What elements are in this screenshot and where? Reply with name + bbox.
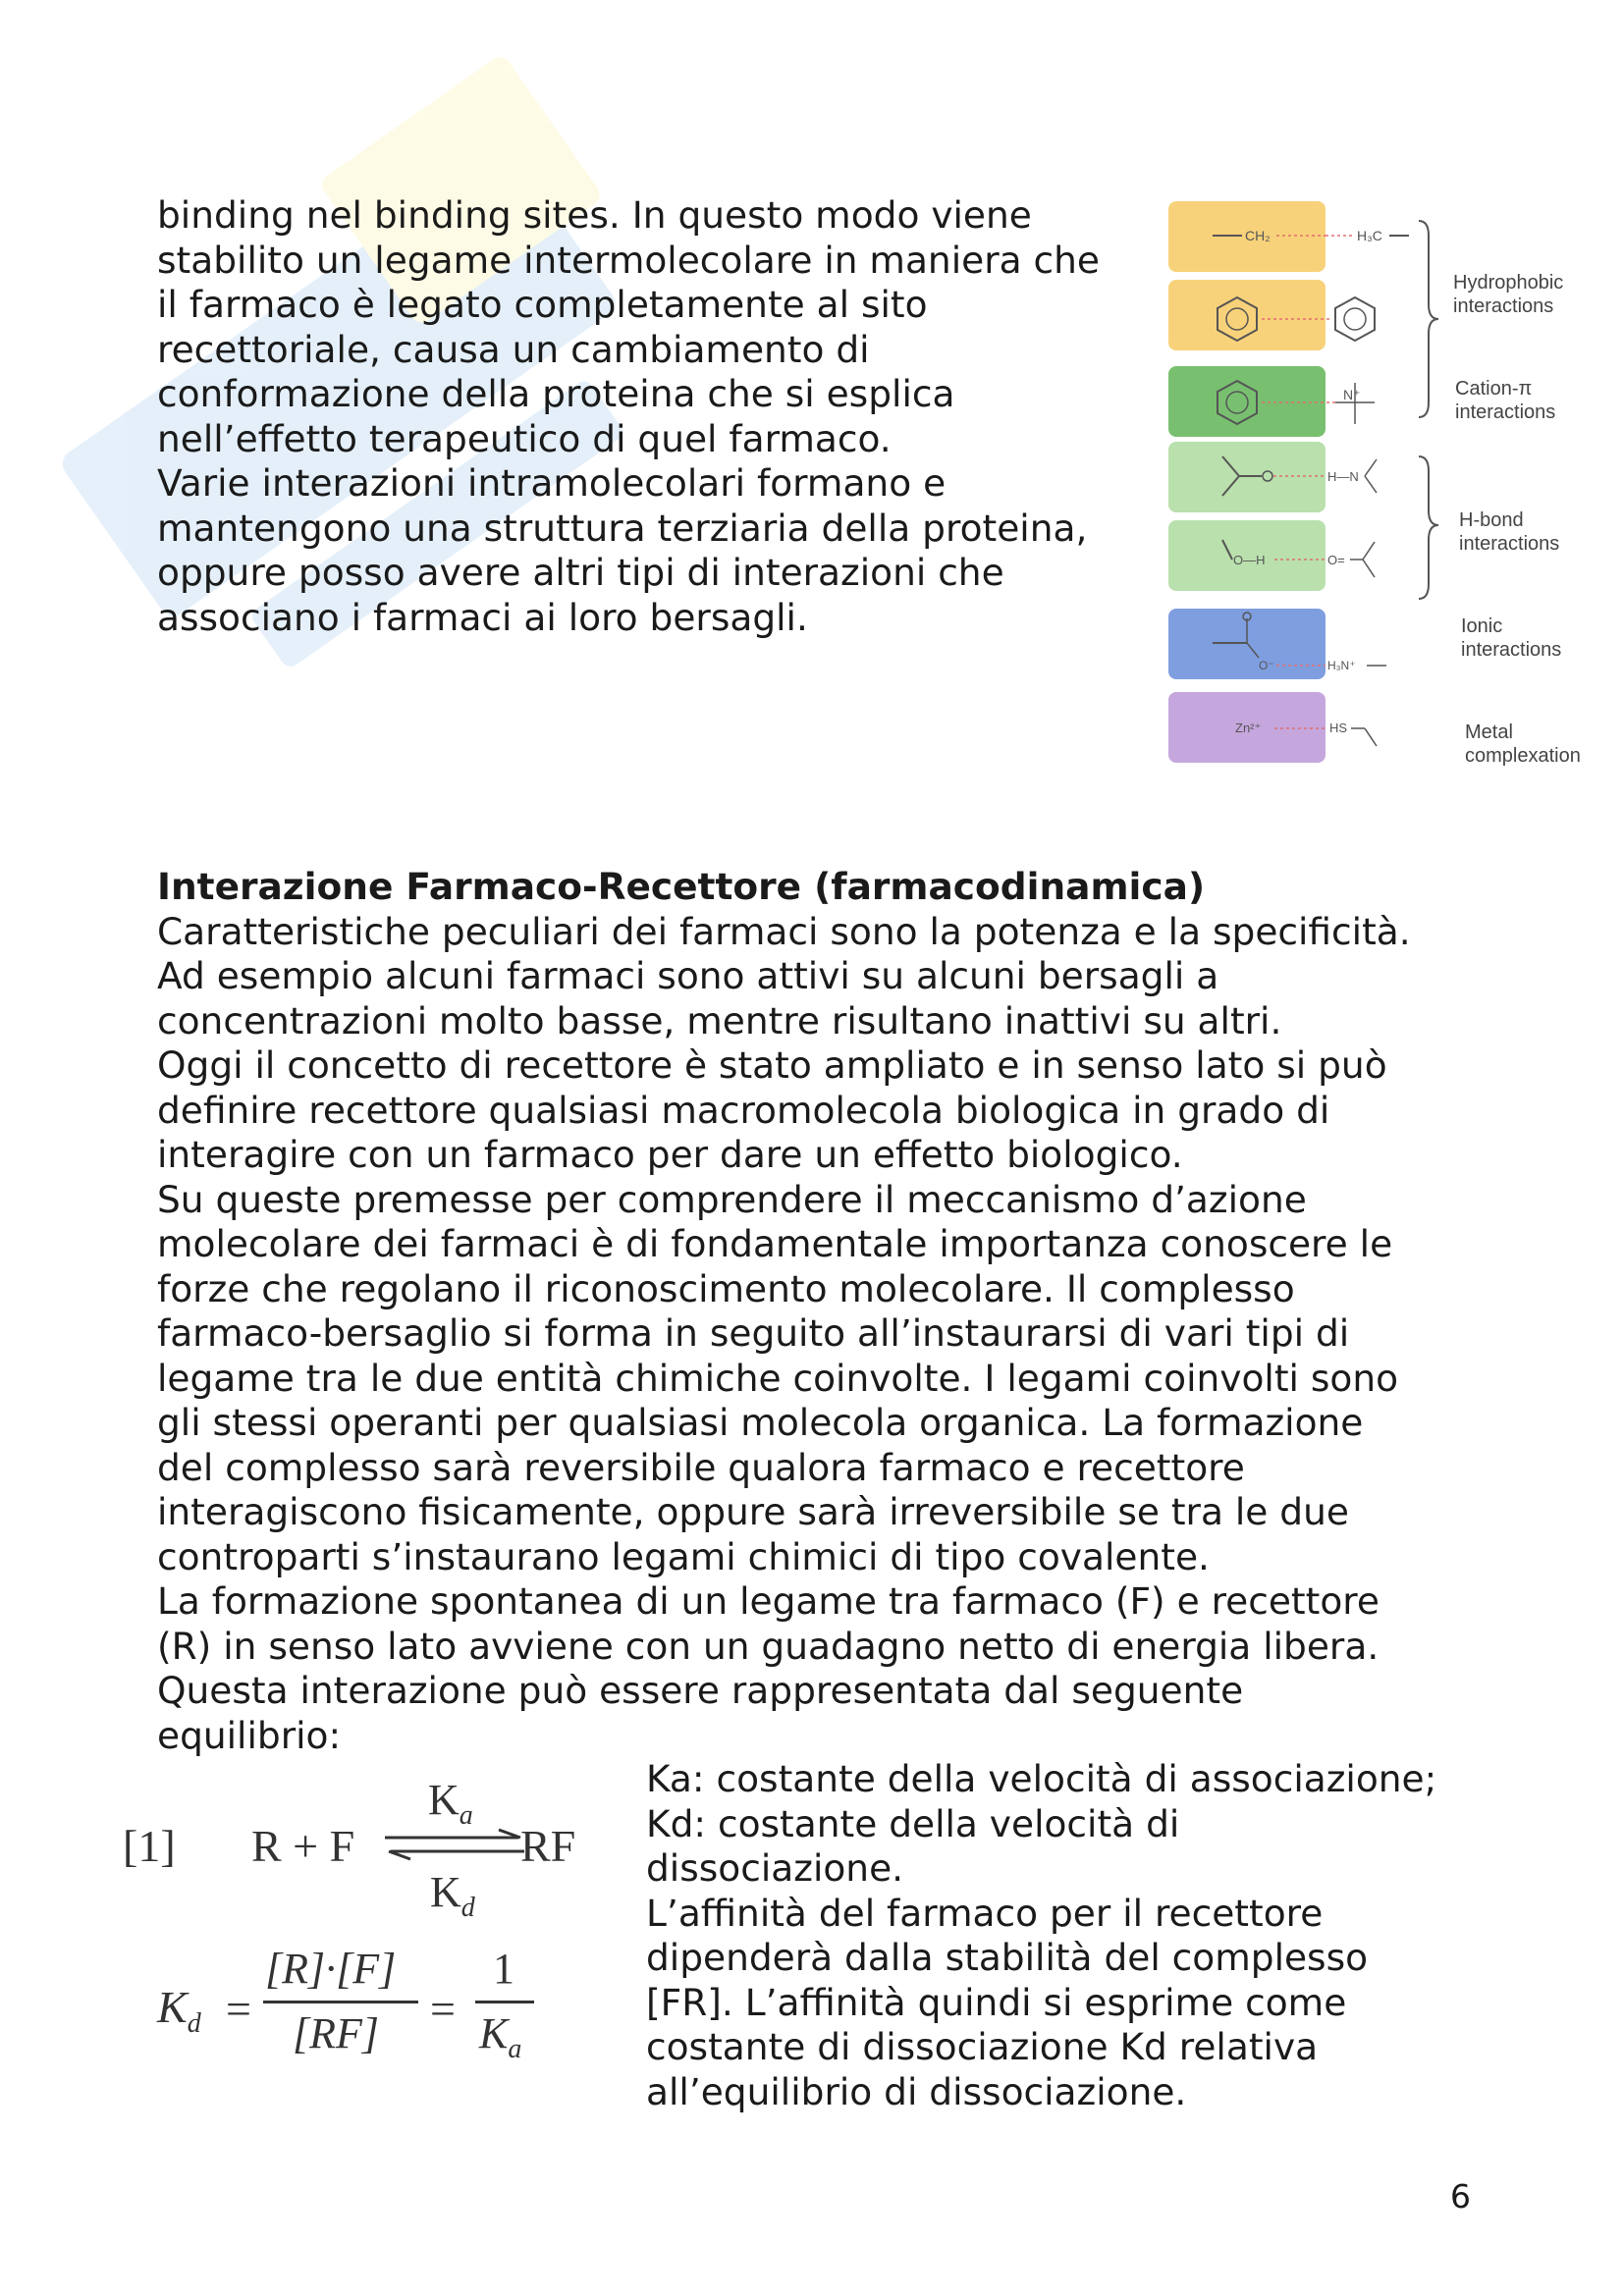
text-line: associano i farmaci ai loro bersagli.: [157, 595, 808, 639]
text-line: Ka: costante della velocità di associazione;: [646, 1757, 1437, 1800]
text-line: Questa interazione può essere rappresentata dal seguente: [157, 1669, 1244, 1712]
text-line: conformazione della proteina che si esplica: [157, 372, 955, 415]
text-line: definire recettore qualsiasi macromolecola biologica in grado di: [157, 1088, 1330, 1132]
fraction-bar: [475, 2001, 534, 2003]
text-line: costante di dissociazione Kd relativa: [646, 2025, 1319, 2068]
cation-pi-label: Cation-π interactions: [1455, 378, 1556, 423]
equation-left: R + F: [251, 1821, 355, 1871]
equals-sign: =: [226, 1984, 251, 2034]
n-plus-label: N⁺: [1343, 387, 1361, 402]
text-line: Caratteristiche peculiari dei farmaci sono la potenza e la specificità.: [157, 909, 1411, 953]
text-line: concentrazioni molto basse, mentre risultano inattivi su altri.: [157, 998, 1282, 1042]
page-number: 6: [1450, 2177, 1471, 2216]
text-line: nell’effetto terapeutico di quel farmaco.: [157, 416, 892, 460]
hydrophobic-label: Hydrophobic interactions: [1453, 272, 1564, 317]
text-line: Kd: costante della velocità di: [646, 1801, 1180, 1845]
benzene-icon: [1335, 297, 1375, 341]
cation-pi-row: [1168, 366, 1325, 437]
kd-symbol: $K_d$: [430, 1868, 475, 1923]
metal-label: Metal complexation: [1465, 721, 1581, 767]
text-line: La formazione spontanea di un legame tra farmaco (F) e recettore: [157, 1579, 1380, 1623]
text-line: Ad esempio alcuni farmaci sono attivi su alcuni bersagli a: [157, 954, 1219, 997]
fraction-bar: [263, 2001, 418, 2003]
o-eq-label: O=: [1327, 553, 1345, 567]
hbond-label: H-bond interactions: [1459, 509, 1560, 555]
text-line: il farmaco è legato completamente al sito: [157, 283, 928, 326]
section-heading: Interazione Farmaco-Recettore (farmacodinamica): [157, 865, 1206, 908]
hydrophobic-brace-icon: [1419, 221, 1438, 417]
text-line: dissociazione.: [646, 1846, 904, 1890]
intro-paragraph: [157, 193, 1100, 640]
kd-lhs: $K_d$: [157, 1982, 201, 2040]
equation-number: [1]: [123, 1821, 176, 1871]
zn-label: Zn²⁺: [1235, 721, 1262, 735]
text-line: interagiscono fisicamente, oppure sarà irreversibile se tra le due: [157, 1490, 1349, 1533]
text-line: stabilito un legame intermolecolare in maniera che: [157, 238, 1100, 282]
equals-sign: =: [430, 1984, 456, 2034]
text-line: (R) in senso lato avviene con un guadagno netto di energia libera.: [157, 1624, 1380, 1668]
text-line: gli stessi operanti per qualsiasi molecola organica. La formazione: [157, 1401, 1364, 1444]
ionic-label: Ionic interactions: [1461, 615, 1562, 661]
fraction-denominator: [RF]: [293, 2009, 379, 2057]
o-minus-label: O⁻: [1259, 659, 1274, 672]
text-line: recettoriale, causa un cambiamento di: [157, 327, 870, 371]
text-line: forze che regolano il riconoscimento molecolare. Il complesso: [157, 1266, 1295, 1310]
text-line: controparti s’instaurano legami chimici di tipo covalente.: [157, 1534, 1210, 1578]
hs-label: HS: [1329, 721, 1348, 735]
text-line: legame tra le due entità chimiche coinvolte. I legami coinvolti sono: [157, 1356, 1399, 1400]
text-line: interagire con un farmaco per dare un effetto biologico.: [157, 1133, 1183, 1176]
hbond-brace-icon: [1419, 456, 1438, 599]
text-line: mantengono una struttura terziaria della proteina,: [157, 506, 1088, 550]
text-line: del complesso sarà reversibile qualora farmaco e recettore: [157, 1445, 1245, 1489]
ka-symbol: $K_a$: [428, 1776, 473, 1831]
h3c-label: H₃C: [1357, 228, 1382, 243]
text-line: binding nel binding sites. In questo modo viene: [157, 193, 1032, 237]
equilibrium-equation: [118, 1767, 609, 2091]
one-numerator: 1: [493, 1945, 514, 1993]
text-line: dipenderà dalla stabilità del complesso: [646, 1936, 1369, 1979]
text-line: farmaco-bersaglio si forma in seguito all’instaurarsi di vari tipi di: [157, 1311, 1350, 1355]
h3n-plus-label: H₃N⁺: [1327, 659, 1356, 672]
equation-right: RF: [520, 1821, 576, 1871]
text-line: L’affinità del farmaco per il recettore: [646, 1891, 1324, 1935]
text-line: oppure posso avere altri tipi di interazioni che: [157, 551, 1004, 594]
equilibrium-arrows-icon: [381, 1828, 528, 1863]
definitions-paragraph: [646, 1757, 1436, 2114]
text-line: [FR]. L’affinità quindi si esprime come: [646, 1980, 1347, 2024]
text-line: Oggi il concetto di recettore è stato ampliato e in senso lato si può: [157, 1043, 1387, 1087]
text-line: all’equilibrio di dissociazione.: [646, 2069, 1187, 2113]
fraction-numerator: [R]·[F]: [265, 1945, 397, 1993]
o-h-label: O—H: [1233, 553, 1266, 567]
h-n-label: H—N: [1327, 469, 1359, 484]
text-line: Varie interazioni intramolecolari formano e: [157, 461, 947, 505]
ch2-label: CH₂: [1245, 228, 1271, 243]
text-line: molecolare dei farmaci è di fondamentale importanza conoscere le: [157, 1222, 1393, 1265]
section-body: [157, 865, 1411, 1758]
text-line: equilibrio:: [157, 1713, 342, 1757]
text-line: Su queste premesse per comprendere il meccanismo d’azione: [157, 1177, 1307, 1221]
ka-denominator: $K_a$: [479, 2009, 522, 2064]
interactions-figure: [1168, 196, 1600, 775]
